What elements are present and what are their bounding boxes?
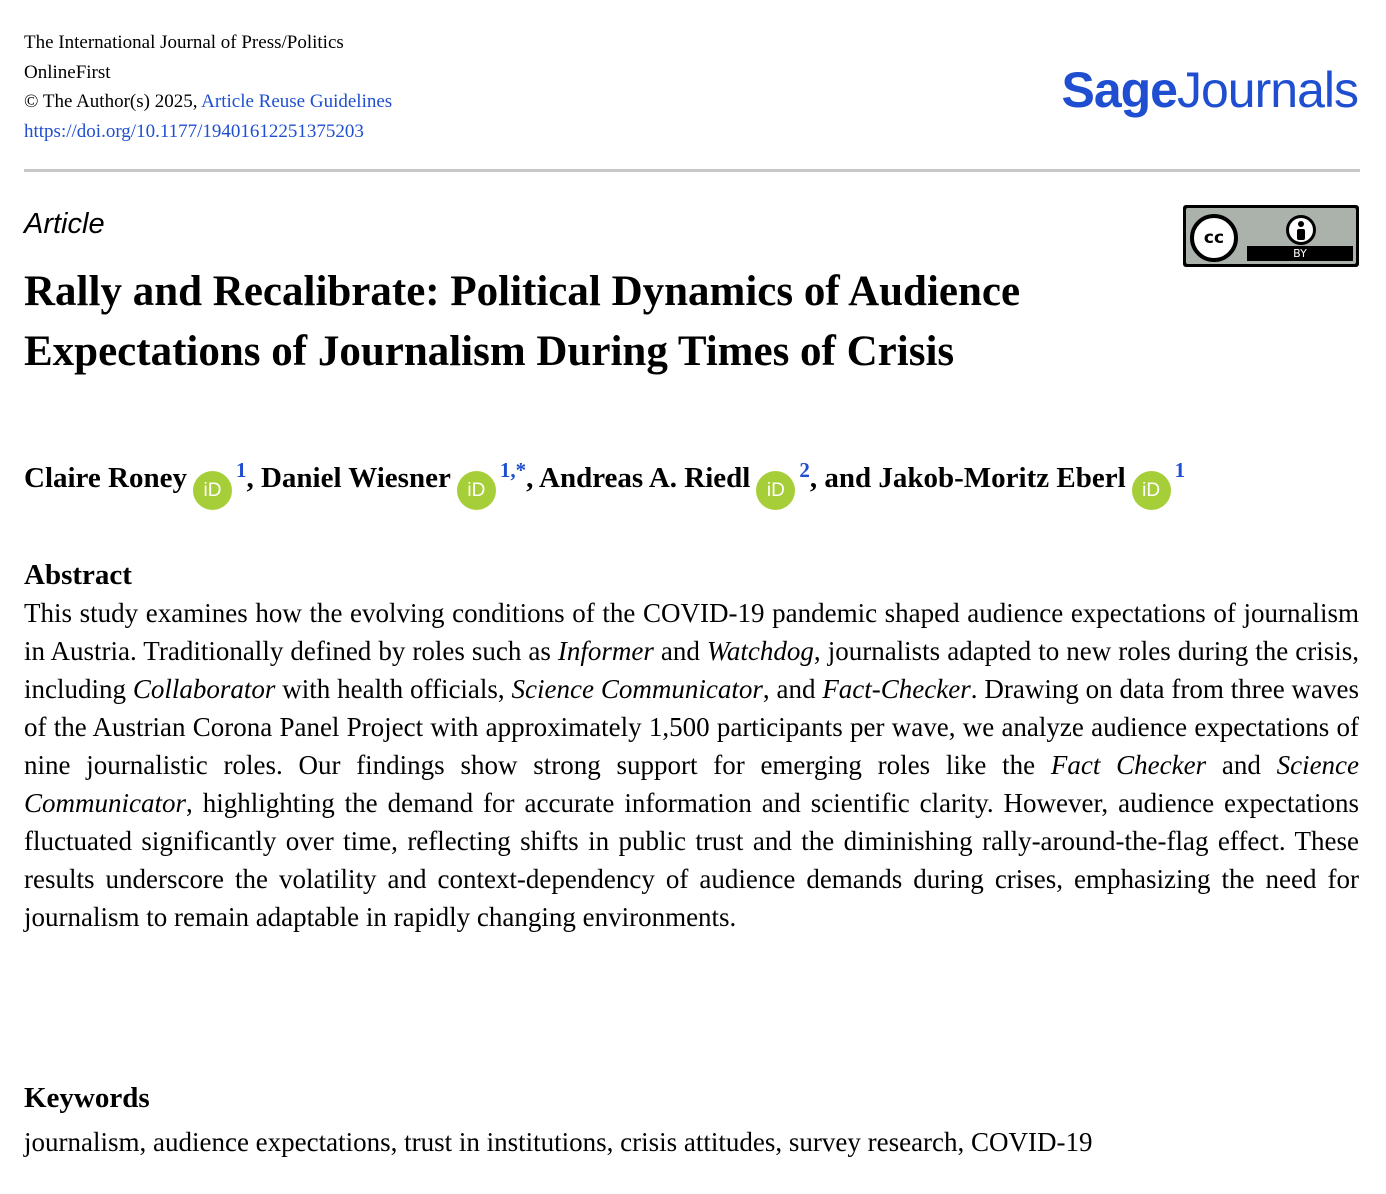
abstract-text xyxy=(24,594,1359,936)
publication-status: OnlineFirst xyxy=(24,61,111,83)
reuse-guidelines-link[interactable]: Article Reuse Guidelines xyxy=(201,91,393,112)
orcid-icon[interactable]: iD xyxy=(457,471,496,510)
abstract-text-run: , and xyxy=(762,674,823,704)
abstract-text-run: , journalists adapted to new roles during the crisis, including xyxy=(24,636,1359,704)
person-head-shape xyxy=(1298,221,1304,227)
header-divider xyxy=(24,169,1360,172)
author-separator: , and xyxy=(809,462,879,494)
abstract-text-run: This study examines how the evolving conditions of the COVID-19 pandemic shaped audience expectations of journalism in Austria. Traditionally defined by roles such as xyxy=(24,598,1359,666)
logo-sage-text: Sage xyxy=(1061,62,1177,118)
affiliation-marker[interactable]: 1,* xyxy=(499,458,527,482)
abstract-italic-term: Fact Checker xyxy=(1050,750,1207,780)
cc-logo-icon: cc xyxy=(1190,214,1238,262)
doi-line xyxy=(24,117,1360,147)
abstract-text-run: . Drawing on data from three waves of the Austrian Corona Panel Project with approximately 1,500 participants per wave, we analyze audience expectations of nine journalistic roles. Our findings show strong support for emerging roles like the xyxy=(24,674,1360,780)
orcid-icon[interactable]: iD xyxy=(756,471,795,510)
abstract-italic-term: Science Communicator xyxy=(24,750,1360,818)
abstract-italic-term: Collaborator xyxy=(132,674,276,704)
author-list xyxy=(24,446,1185,510)
logo-journals-text: Journals xyxy=(1177,62,1358,118)
by-label: BY xyxy=(1247,246,1353,261)
abstract-text-run: and xyxy=(1206,750,1277,780)
abstract-italic-term: Informer xyxy=(557,636,654,666)
article-type-label: Article xyxy=(24,208,105,240)
abstract-italic-term: Watchdog xyxy=(706,636,814,666)
person-body-shape xyxy=(1297,229,1305,240)
attribution-person-icon xyxy=(1286,215,1316,245)
affiliation-marker[interactable]: 1 xyxy=(235,458,247,482)
abstract-heading: Abstract xyxy=(24,559,132,591)
cc-by-license-icon[interactable] xyxy=(1183,205,1359,267)
abstract-italic-term: Science Communicator xyxy=(511,674,763,704)
author-name[interactable]: Jakob-Moritz Eberl xyxy=(878,462,1126,494)
article-header xyxy=(24,28,1360,158)
doi-link[interactable]: https://doi.org/10.1177/19401612251375203 xyxy=(24,120,364,142)
abstract-text-run: , highlighting the demand for accurate information and scientific clarity. However, audience expectations fluctuated significantly over time, reflecting shifts in public trust and the diminishing rally-around-the-flag effect. These results underscore the volatility and context-dependency of audience demands during crises, emphasizing the need for journalism to remain adaptable in rapidly changing environments. xyxy=(24,788,1359,932)
author-separator: , xyxy=(246,462,261,494)
orcid-icon[interactable]: iD xyxy=(193,471,232,510)
abstract-text-run: with health officials, xyxy=(275,674,512,704)
author-name[interactable]: Daniel Wiesner xyxy=(260,462,451,494)
cc-badge-background xyxy=(1186,208,1356,264)
keywords-heading: Keywords xyxy=(24,1082,150,1114)
copyright-text: © The Author(s) 2025, xyxy=(24,91,202,112)
keywords-list: journalism, audience expectations, trust in institutions, crisis attitudes, survey research, COVID-19 xyxy=(24,1127,1093,1157)
orcid-icon[interactable]: iD xyxy=(1132,471,1171,510)
author-name[interactable]: Claire Roney xyxy=(24,462,187,494)
article-title: Rally and Recalibrate: Political Dynamics of Audience Expectations of Journalism During Times of Crisis xyxy=(24,268,1021,375)
abstract-text-run: and xyxy=(653,636,707,666)
sage-journals-logo[interactable] xyxy=(1061,60,1358,120)
author-separator: , xyxy=(526,462,539,494)
abstract-italic-term: Fact-Checker xyxy=(822,674,971,704)
journal-name: The International Journal of Press/Politics xyxy=(24,32,344,53)
affiliation-marker[interactable]: 1 xyxy=(1174,458,1186,482)
author-name[interactable]: Andreas A. Riedl xyxy=(539,462,751,494)
affiliation-marker[interactable]: 2 xyxy=(799,458,810,482)
